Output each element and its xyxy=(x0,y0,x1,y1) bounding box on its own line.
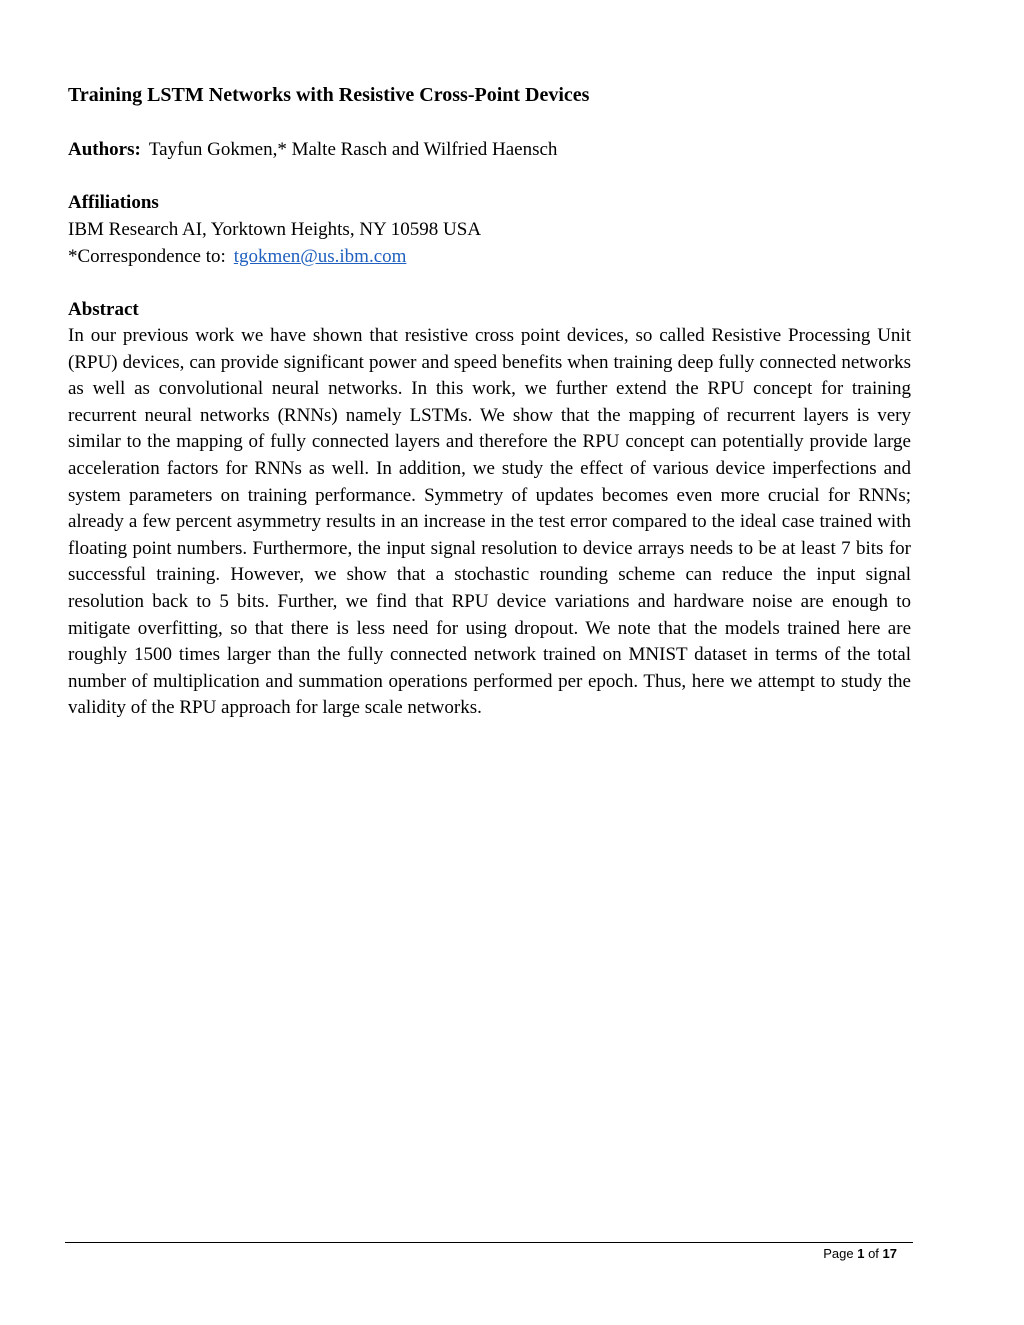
correspondence-email-link[interactable]: tgokmen@us.ibm.com xyxy=(233,246,407,267)
footer-page-word: Page xyxy=(823,1246,854,1261)
footer-total-pages: 17 xyxy=(882,1246,897,1261)
authors-names: Tayfun Gokmen,* Malte Rasch and Wilfried Haensch xyxy=(148,139,558,160)
paper-title: Training LSTM Networks with Resistive Cross-Point Devices xyxy=(68,84,590,106)
authors-label: Authors: xyxy=(68,139,141,160)
footer-of-word: of xyxy=(868,1246,879,1261)
abstract-body: In our previous work we have shown that resistive cross point devices, so called Resistive Processing Unit (RPU) devices, can provide significant power and speed benefits when training deep fully connected networks as well as convolutional neural networks. In this work, we further extend the RPU concept for training recurrent neural networks (RNNs) namely LSTMs. We show that the mapping of recurrent layers is very similar to the mapping of fully connected layers and therefore the RPU concept can potentially provide large acceleration factors for RNNs as well. In addition, we study the effect of various device imperfections and system parameters on training performance. Symmetry of updates becomes even more crucial for RNNs; already a few percent asymmetry results in an increase in the test error compared to the ideal case trained with floating point numbers. Furthermore, the input signal resolution to device arrays needs to be at least 7 bits for successful training. However, we show that a stochastic rounding scheme can reduce the input signal resolution back to 5 bits. Further, we find that RPU device variations and hardware noise are enough to mitigate overfitting, so that there is less need for using dropout. We note that the models trained here are roughly 1500 times larger than the fully connected network trained on MNIST dataset in terms of the total number of multiplication and summation operations performed per epoch. Thus, here we attempt to study the validity of the RPU approach for large scale networks. xyxy=(68,325,911,719)
correspondence-line xyxy=(68,246,406,268)
affiliation-text: IBM Research AI, Yorktown Heights, NY 10598 USA xyxy=(68,219,482,240)
correspondence-label: *Correspondence to: xyxy=(68,246,226,267)
footer-divider xyxy=(65,1242,913,1243)
footer-page-number: 1 xyxy=(857,1246,865,1261)
authors-line xyxy=(68,139,557,161)
abstract-heading: Abstract xyxy=(68,299,139,320)
affiliations-heading: Affiliations xyxy=(68,192,159,213)
page-footer xyxy=(823,1246,897,1261)
